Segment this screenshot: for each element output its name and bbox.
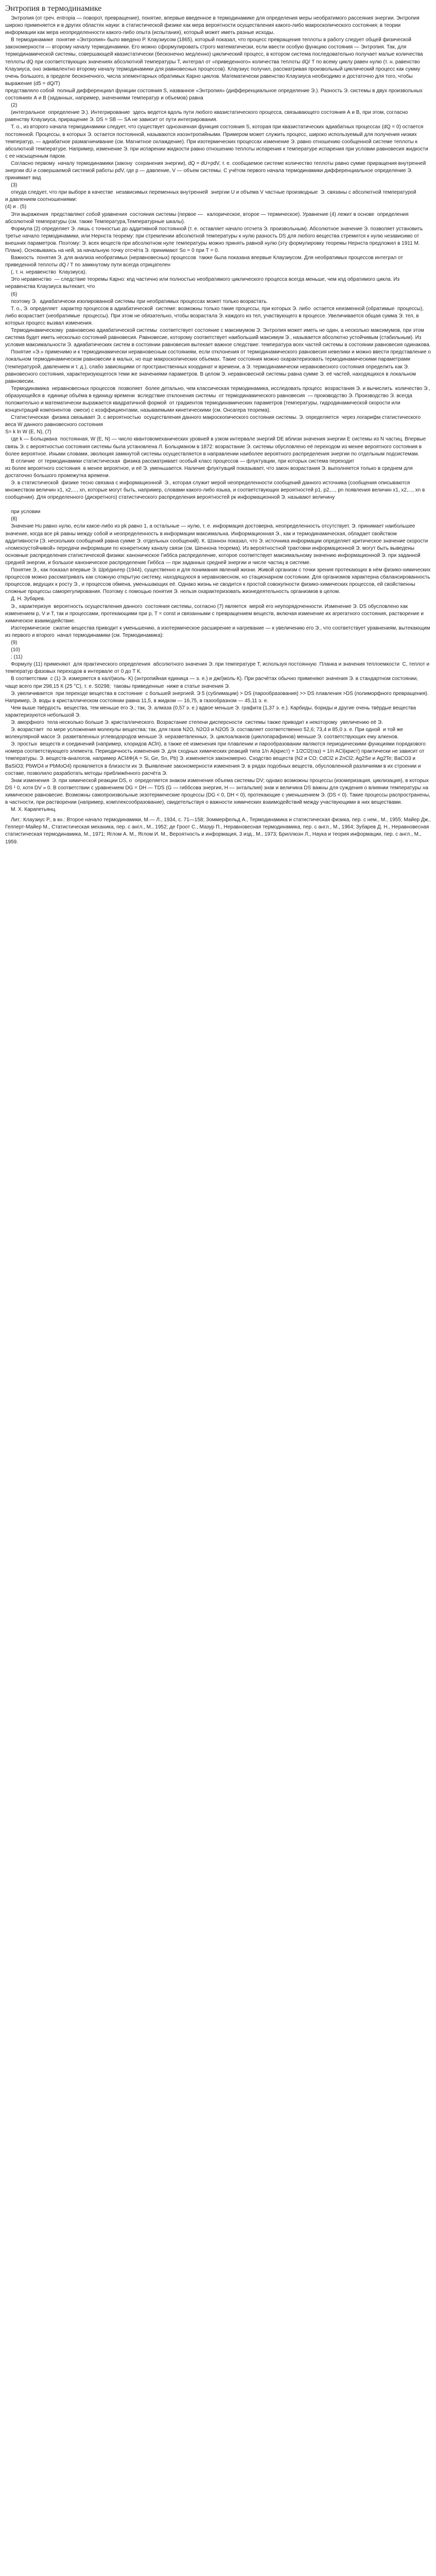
paragraph: Э. простых веществ и соединений (например, хлоридов АСlп), а также её изменения при плавлении и парообразовании являются периодическими функциями порядкового номера соответствующего элемента. Периодичность изменения Э. для сходных химических реакций типа 1/n А(крист) + 1/2Cl2(газ) = 1/n ACl(крист) практически не зависит от температуры. Э. веществ-аналогов, например AСl4Ф(А = Si, Ge, Sn, Pb) Э. изменяется закономерно. Сходство веществ (N2 и CO; CdCl2 и ZnCl2; Ag2Se и Ag2Te; BaCO3 и BaSiO3; PbWO4 и PbMoO4) проявляется в близости их Э. Выявление закономерности изменения Э. в рядах подобных веществ, обусловленной различиями в их строении и составе, позволило разработать методы приближённого расчёта Э.	[5, 741, 427, 776]
paragraph: Понятие «Э.» применимо и к термодинамически неравновесным состояниям, если отклонения от термодинамического равновесия невелики и можно ввести представление о локальном термодинамическом равновесии в малых, но еще макроскопических объемах. Такие состояния можно охарактеризовать термодинамическими параметрами (температурой, давлением и т. д.), слабо зависящими от пространственных координат и времени, а Э. термодинамически неравновесного состояния определить как Э. равновесного состояния, характеризующегося теми же значениями параметров. В целом Э. неравновесной системы равна сумме Э. её частей, находящихся в локальном равновесии.	[5, 349, 432, 384]
paragraph: Т. о., из второго начала термодинамики следует, что существует однозначная функция состояния S, которая при квазистатических адиабатных процессах (dQ = 0) остается постоянной. Процессы, в которых Э. остается постоянной, называются изоэнтропийными. Примером может служить процесс, широко используемый для получения низких температур, — адиабатное размагничивание (см. Магнитное охлаждение). При изотермических процессах изменение Э. равно отношению сообщенной системе теплоты к абсолютной температуре. Например, изменение Э. при испарении жидкости равно отношению теплоты испарения к температуре испарения при условии равновесия жидкости с ее насыщенным паром.	[5, 124, 430, 159]
paragraph: Статистическая физика связывает Э. с вероятностью осуществления данного макроскопического состояния системы. Э. определяется через логарифм статистического веса W данного равновесного состояния	[5, 415, 422, 428]
paragraph: из более вероятного состояния в менее вероятное, и её Э. уменьшается. Наличие флуктуаций показывает, что закон возрастания Э. выполняется только в среднем для достаточно большого промежутка времени.	[5, 465, 414, 479]
paragraph	[5, 501, 431, 509]
paragraph: В отличие от термодинамики статистическая физика рассматривает особый класс процессов — флуктуации, при которых система переходит	[5, 458, 355, 464]
paragraph: Значение Нu равно нулю, если какое-либо из pk равно 1, а остальные — нулю, т. е. информация достоверна, неопределенность отсутствует. Э. принимает наибольшее значение, когда все pk равны между собой и неопределенность в информации максимальна. Информационная Э., как и термодинамическая, обладает свойством аддитивности (Э. нескольких сообщений равна сумме Э. отдельных сообщений). К. Шэннон показал, что Э. источника информации определяет критическое значение скорости «помехоустойчивой» передачи информации по конкретному каналу связи (см. Шеннона теорема). Из вероятностной трактовки информационной Э. могут быть выведены основные распределения статистической физики: каноническое Гиббса распределение, которое соответствует максимальному значению информационной Э. при заданной средней энергии, и большое каноническое распределение Гиббса — при заданных средней энергии и числе частиц в системе.	[5, 523, 430, 566]
article-body	[5, 15, 431, 814]
paragraph: М. Х. Карапетьянц.	[5, 807, 57, 813]
paragraph: Т. о., Э. определяет характер процессов в адиабатической системе: возможны только такие процессы, при которых Э. либо остается неизменной (обратимые процессы), либо возрастает (необратимые процессы). При этом не обязательно, чтобы возрастала Э. каждого из тел, участвующего в процессе. Увеличивается общая сумма Э. тел, в которых процесс вызвал изменения.	[5, 306, 425, 326]
paragraph: Термодинамика неравновесных процессов позволяет более детально, чем классическая термодинамика, исследовать процесс возрастания Э. и вычислить количество Э., образующейся в единице объёма в единицу времени вследствие отклонения системы от термодинамического равновесия — производство Э. Производство Э. всегда положительно и математически выражается квадратичной формой от градиентов термодинамических параметров (температуры, гидродинамической скорости или концентраций компонентов смеси) с коэффициентами, называемыми кинетическими (см. Онсагера теорема).	[5, 385, 432, 414]
paragraph: Энтропия (от греч. entropia — поворот, превращение), понятие, впервые введенное в термодинамике для определения меры необратимого рассеяния энергии. Энтропия широко применяется и в других областях науки: в статистической физике как мера вероятности осуществления какого-либо макроскопического состояния; в теории информации как мера неопределенности какого-либо опыта (испытания), который может иметь разные исходы.	[5, 15, 421, 36]
paragraph: (3)	[5, 182, 18, 189]
paragraph: Изотермическое сжатие вещества приводит к уменьшению, а изотермическое расширение и нагревание — к увеличению его Э., что соответствует уравнениям, вытекающим из первого и второго начал термодинамики (см. Термодинамика):	[5, 625, 432, 638]
paragraph: Формула (2) определяет Э. лишь с точностью до аддитивной постоянной (т. е. оставляет начало отсчета Э. произвольным). Абсолютное значение Э. позволяет установить третье начало термодинамики, или Нернста теорему: при стремлении абсолютной температуры к нулю разность DS для любого вещества стремится к нулю независимо от внешних параметров. Поэтому: Э. всех веществ при абсолютном нуле температуры можно принять равной нулю (эту формулировку теоремы Нернста предложил в 1911 М. Планк). Основываясь на ней, за начальную точку отсчёта Э. принимают So = 0 при Т = 0.	[5, 226, 424, 253]
paragraph: поэтому Э. адиабатически изолированной системы при необратимых процессах может только возрастать.	[5, 298, 268, 304]
paragraph: S= k ln W (E, N), (7)	[5, 429, 51, 435]
paragraph: Согласно первому началу термодинамики (закону сохранения энергии), dQ = dU+pdV, т. е. сообщаемое системе количество теплоты равно сумме приращения внутренней энергии dU и совершаемой системой работы pdV, где р — давление, V — объем системы. С учётом первого начала термодинамики дифференциальное определение Э. принимает вид	[5, 160, 428, 181]
paragraph: Э. возрастает по мере усложнения молекулы вещества; так, для газов N2O, N2O3 и N2O5 Э. составляет соответственно 52,6; 73,4 и 85,0 э. е. При одной и той же молекулярной массе Э. разветвленных углеводородов меньше Э. неразветвленных, Э. циклоалканов (циклопарафинов) меньше Э. соответствующих ему алкенов.	[5, 727, 405, 740]
paragraph: (4) и . (5)	[5, 204, 27, 210]
paragraph: Эти выражения представляют собой уравнения состояния системы (первое — калорическое, второе — термическое). Уравнение (4) лежит в основе определения абсолютной температуры (см. также Температура,Температурные шкалы).	[5, 211, 410, 225]
paragraph: представляло собой полный дифференциал функции состояния S, названное «Энтропия» (дифференциальное определение Э.). Разность Э. системы в двух произвольных состояниях А и В (заданных, например, значениями температур и объемов) равна	[5, 88, 424, 101]
literature: Лит.: Клаузиус Р., в кн.: Второе начало термодинамики, М.— Л., 1934, с. 71—158; Зоммерфельд А., Термодинамика и статистическая физика, пер. с нем., М., 1955; Майер Дж., Гепперт-Майер М., Статистическая механика, пер. с англ., М., 1952; де Гроот С., Мазур П., Неравновесная термодинамика, пер. с англ., М., 1964; Зубарев Д. Н., Неравновесная статистическая термодинамика, М., 1971; Яглом А. М., Яглом И. М., Вероятность и информация, 3 изд., М., 1973; Бриллюэн Л., Наука и теория информации, пер. с англ., М., 1959.	[5, 817, 432, 845]
paragraph: Э., характеризуя вероятность осуществления данного состояния системы, согласно (7) является мерой его неупорядоченности. Изменение Э. DS обусловлено как изменением р, V и Т, так и процессами, протекающими при р, Т = const и связанными с превращением веществ, включая изменение их агрегатного состояния, растворение и химическое взаимодействие.	[5, 603, 425, 624]
paragraph: (2)	[5, 103, 18, 109]
paragraph: Термодинамическому равновесию адиабатической системы соответствует состояние с максимумом Э. Энтропия может иметь не один, а несколько максимумов, при этом система будет иметь несколько состояний равновесия. Равновесие, которому соответствует наибольший максимум Э., называется абсолютно устойчивым (стабильным). Из условия максимальности Э. адиабатических систем в состоянии равновесия вытекает важное следствие: температура всех частей системы в состоянии равновесия одинакова.	[5, 328, 431, 348]
paragraph: откуда следует, что при выборе в качестве независимых переменных внутренней энергии U и объема V частные производные Э. связаны с абсолютной температурой	[5, 190, 416, 196]
paragraph: Чем выше твёрдость вещества, тем меньше его Э.; так, Э. алмаза (0,57 э. е.) вдвое меньше Э. графита (1,37 э. е.). Карбиды, бориды и другие очень твёрдые вещества характеризуются небольшой Э.	[5, 705, 417, 718]
paragraph: Э. аморфного тела несколько больше Э. кристаллического. Возрастание степени дисперсности системы также приводит к некоторому увеличению её Э.	[5, 720, 383, 725]
article-title: Энтропия в термодинамике	[5, 4, 102, 13]
paragraph: В соответствии с (1) Э. измеряется в кал/(моль· К) (энтропийная единица — э. е.) и дж/(моль·К). При расчётах обычно применяют значения Э. в стандартном состоянии, чаще всего при 298,15 К (25 °С), т. е. S0298; таковы приведенные ниже в статье значения Э.	[5, 676, 420, 689]
paragraph: Понятие Э., как показал впервые Э. Шрёдингер (1944), существенно и для понимания явлений жизни. Живой организм с точки зрения протекающих в нём физико-химических процессов можно рассматривать как сложную открытую систему, находящуюся в неравновесном, но стационарном состоянии. Для организмов характерна сбалансированность процессов, ведущих к росту Э., и процессов обмена, уменьшающих её. Однако жизнь не сводится к простой совокупности физико-химических процессов, ей свойственны сложные процессы саморегулирования. Поэтому с помощью понятия Э. нельзя охарактеризовать жизнедеятельность организмов в целом.	[5, 567, 432, 595]
paragraph: при условии	[5, 509, 41, 515]
paragraph: (, т. н. неравенство Клаузиуса).	[5, 269, 87, 276]
paragraph: Э. увеличивается при переходе вещества в состояние с большей энергией. Э 5 (сублимации) > DS (парообразования) >> DS плавления >DS (полиморфного превращения). Например, Э. воды в кристаллическом состоянии равна 11,5, в жидком — 16,75, в газообразном — 45,11 э. е.	[5, 690, 430, 704]
paragraph: (6)	[5, 291, 18, 297]
paragraph: Д. Н. Зубарев.	[5, 596, 45, 602]
paragraph: и давлением соотношениями:	[5, 197, 77, 203]
paragraph: Формулу (11) применяют для практического определения абсолютного значения Э. при температуре Т, используя постоянную Планка и значения теплоемкости С, теплот и температур фазовых переходов в интервале от 0 до Т К.	[5, 662, 431, 675]
paragraph: (8)	[5, 516, 18, 522]
paragraph: (интегральное определение Э.). Интегрирование здесь ведется вдоль пути любого квазистатического процесса, связывающего состояния А и В, при этом, согласно равенству Клаузиуса, приращение Э. DS = SB — SA не зависит от пути интегрирования.	[5, 110, 410, 123]
paragraph: Важность понятия Э. для анализа необратимых (неравновесных) процессов также была показана впервые Клаузиусом. Для необратимых процессов интеграл от приведенной теплоты dQ / Т по замкнутому пути всегда отрицателен	[5, 255, 405, 268]
paragraph: (9)	[5, 639, 18, 646]
paragraph: Это неравенство — следствие теоремы Карно: кпд частично или полностью необратимого циклического процесса всегда меньше, чем кпд обратимого цикла. Из неравенства Клаузиуса вытекает, что	[5, 277, 401, 290]
paragraph: Знак изменения Э. при химической реакции DS, о определяется знаком изменения объема системы DV; однако возможны процессы (изомеризация, циклизация), в которых DS ¹ 0, хотя DV » 0. В соответствии с уравнением DG = DH — TDS (G — гиббсова энергия, Н — энтальпия) знак и величина DS важны для суждения о влиянии температуры на химическое равновесие. Возможны самопроизвольные экзотермические процессы (DG < 0, DH < 0), протекающие с уменьшением Э. (DS < 0). Такие процессы распространены, в частности, при растворении (например, комплексообразование), свидетельствуя о важности химических взаимодействий между участвующими в них веществами.	[5, 777, 432, 806]
paragraph: (10)	[5, 647, 20, 653]
article	[0, 0, 436, 851]
paragraph: ; (11)	[5, 654, 23, 660]
paragraph: где k — Больцмана постоянная, W (E, N) — число квантовомеханических уровней в узком интервале энергий DE вблизи значения энергии Е системы из N частиц. Впервые связь Э. с вероятностью состояния системы была установлена Л. Больцманом в 1872: возрастание Э. системы обусловлено её переходом из менее вероятного состояния в более вероятное. Иными словами, эволюция замкнутой системы осуществляется в направлении наиболее вероятного распределения энергии по отдельным подсистемам.	[5, 436, 428, 457]
paragraph: Э. в статистической физике тесно связана с информационной Э., которая служит мерой неопределенности сообщений данного источника (сообщения описываются множеством величин x1, x2,..., xn, которые могут быть, например, словами какого-либо языка, и соответствующих вероятностей p1, p2,..., pn появления величин x1, x2,..., xn в сообщении). Для определенного (дискретного) статистического распределения вероятностей рк информационной Э. называют величину	[5, 480, 427, 501]
paragraph: В термодинамике понятие «Энтропия» было введено Р. Клаузиусом (1865), который показал, что процесс превращения теплоты в работу следует общей физической закономерности — второму началу термодинамики. Его можно сформулировать строго математически, если ввести особую функцию состояния — Энтропия. Так, для термодинамической системы, совершающей квазистатически (бесконечно медленно) циклический процесс, в котором система последовательно получает малые количества теплоты dQ при соответствующих значениях абсолютной температуры Т, интеграл от «приведенного» количества теплоты dQ/ Т по всему циклу равен нулю (т. н. равенство Клаузиуса, оно эквивалентно второму началу термодинамики для равновесных процессов). Клаузиус получил, рассматривая произвольный циклический процесс как сумму очень большого, в пределе бесконечного, числа элементарных обратимых Карно циклов. Математически равенство Клаузиуса необходимо и достаточно для того, чтобы выражение (d5 = dQ/Т)	[5, 37, 425, 87]
